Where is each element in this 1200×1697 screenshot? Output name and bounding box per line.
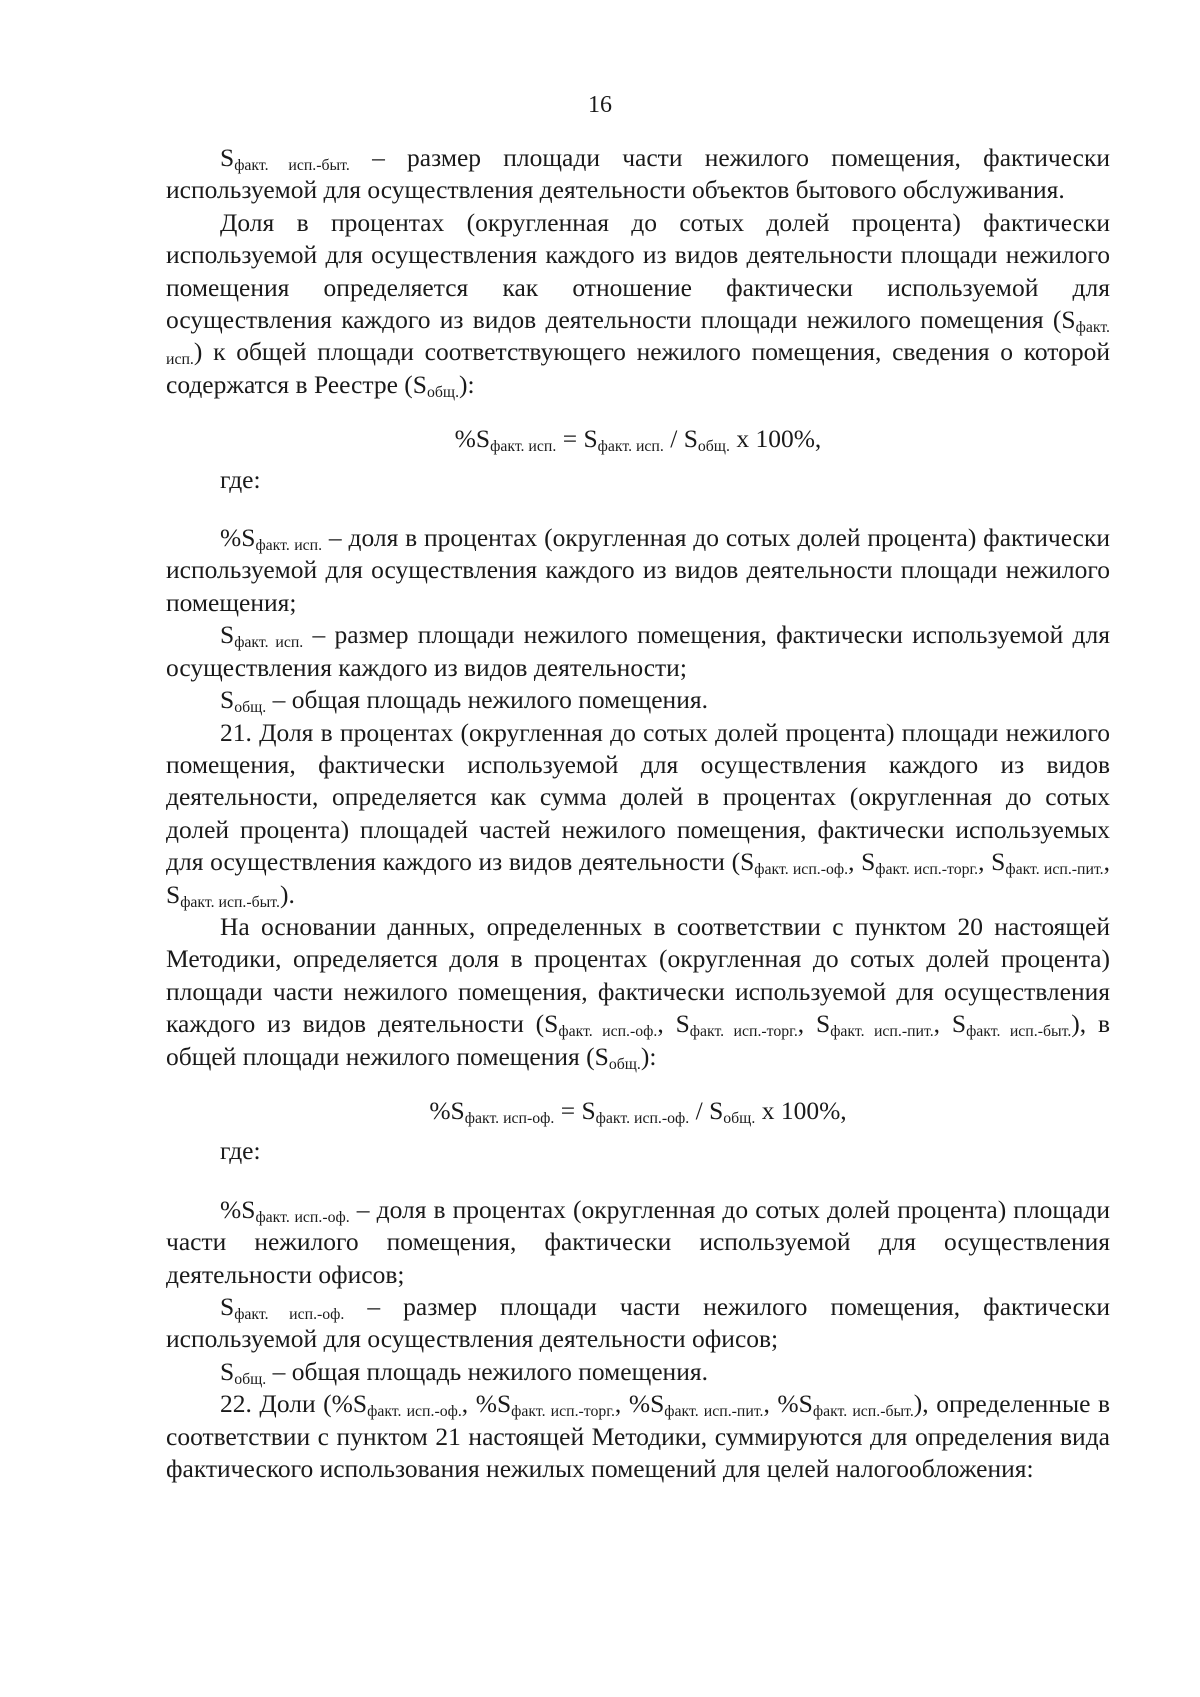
definition-s-obsh: $S_{общ.}$ – общая площадь нежилого помещения. [220, 685, 708, 717]
paragraph-s-byt-definition: $S_{факт. исп.-быт.}$ – размер площади части нежилого помещения, фактически используемой для осуществления деятельности объектов бытового обслуживания. [166, 143, 1110, 205]
paragraph-21: 21. Доля в процентах (округленная до сотых долей процента) площади нежилого помещения, фактически используемой для осуществления каждого из видов деятельности, определяется как сумма долей в процентах (округленная до сотых долей процента) площадей частей нежилого помещения, фактически используемых для осуществления каждого из видов деятельности ($S_{факт. исп.-оф.}$, $S_{факт. исп.-торг.}$, $S_{факт. исп.-пит.}$, $S_{факт. исп.-быт.}$). [166, 717, 1111, 911]
paragraph-22: 22. Доли ($\%S_{факт. исп.-оф.}$, $\%S_{факт. исп.-торг.}$, $\%S_{факт. исп.-пит.}$, $\%S_{факт. исп.-быт.}$), определенные в соответствии с пунктом 21 настоящей Методики, суммируются для определения вида фактического использования нежилых помещений для целей налогообложения: [166, 1389, 1111, 1484]
definition-s-isp: $S_{факт. исп.}$ – размер площади нежилого помещения, фактически используемой для осуществления каждого из видов деятельности; [166, 620, 1110, 682]
definition-percent-s-isp: $\%S_{факт. исп.}$ – доля в процентах (округленная до сотых долей процента) фактически используемой для осуществления каждого из видов деятельности площади нежилого помещения; [166, 523, 1110, 617]
definition-s-obsh-2: $S_{общ.}$ – общая площадь нежилого помещения. [220, 1356, 708, 1388]
paragraph-share-method: Доля в процентах (округленная до сотых долей процента) фактически используемой для осуществления каждого из видов деятельности площади нежилого помещения определяется как отношение фактически используемой для осуществления каждого из видов деятельности площади нежилого помещения $(S_{факт. исп.})$ к общей площади соответствующего нежилого помещения, сведения о которой содержатся в Реестре $(S_{общ.})$: [166, 207, 1110, 401]
formula-share-offices: $\%S_{факт. исп-оф.} = S_{факт. исп.-оф.} / S_{общ.}$ х 100%, [429, 1095, 847, 1127]
paragraph-basis: На основании данных, определенных в соответствии с пунктом 20 настоящей Методики, определяется доля в процентах (округленная до сотых долей процента) площади части нежилого помещения, фактически используемой для осуществления каждого из видов деятельности ($S_{факт. исп.-оф.}$, $S_{факт. исп.-торг.}$, $S_{факт. исп.-пит.}$, $S_{факт. исп.-быт.}$), в общей площади нежилого помещения $(S_{общ.})$: [166, 911, 1111, 1073]
page-number: 16 [588, 92, 612, 118]
definition-percent-s-of: $\%S_{факт. исп.-оф.}$ – доля в процентах (округленная до сотых долей процента) площади части нежилого помещения, фактически используемой для осуществления деятельности офисов; [166, 1194, 1110, 1289]
definition-s-of: $S_{факт. исп.-оф.}$ – размер площади части нежилого помещения, фактически используемой для осуществления деятельности офисов; [166, 1292, 1110, 1354]
where-label-2: где: [220, 1136, 261, 1166]
formula-share-total: $\%S_{факт. исп.} = S_{факт. исп.} / S_{общ.}$ х 100%, [454, 424, 822, 456]
where-label: где: [220, 464, 261, 494]
document-body [166, 142, 1110, 1485]
